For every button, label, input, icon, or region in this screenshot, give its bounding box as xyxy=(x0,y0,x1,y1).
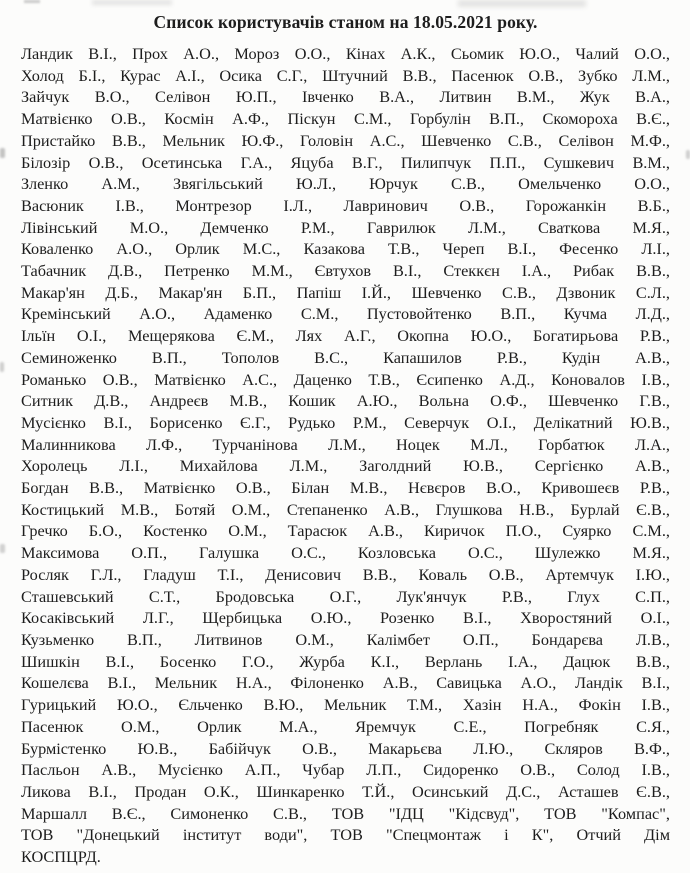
scan-smudge xyxy=(0,148,5,158)
list-line: Пасенюк О.М., Орлик М.А., Яремчук С.Е., Погребняк С.Я., xyxy=(21,716,670,736)
list-line: Васюник І.В., Монтрезор І.Л., Лавринович О.В., Горожанкін В.Б., xyxy=(21,195,670,215)
list-line: Бурмістенко Ю.В., Бабійчук О.В., Макарьєва Л.Ю., Скляров В.Ф., xyxy=(21,738,670,758)
list-line: Пасльон А.В., Мусієнко А.П., Чубар Л.П., Сидоренко О.В., Солод І.В., xyxy=(21,760,670,780)
list-line: Малинникова Л.Ф., Турчанінова Л.М., Ноцек М.Л., Горбатюк Л.А., xyxy=(21,434,670,454)
list-line: Максимова О.П., Галушка О.С., Козловська О.С., Шулежко М.Я., xyxy=(21,543,670,563)
list-line: Гурицький Ю.О., Єльченко В.Ю., Мельник Т.М., Хазін Н.А., Фокін І.В., xyxy=(21,695,670,715)
list-line: Зленко А.М., Звягільський Ю.Л., Юрчук С.В., Омельченко О.О., xyxy=(21,174,670,194)
list-line: Костицький М.В., Ботяй О.М., Степаненко А.В., Глушкова Н.В., Бурлай Є.В., xyxy=(21,499,670,519)
list-line: Росляк Г.Л., Гладуш Т.І., Денисович В.В., Коваль О.В., Артемчук І.Ю., xyxy=(21,564,670,584)
list-line: Ландик В.І., Прох А.О., Мороз О.О., Кінах А.К., Сьомик Ю.О., Чалий О.О., xyxy=(21,44,670,63)
scan-smudge xyxy=(686,150,690,159)
scan-smudge xyxy=(92,0,172,5)
list-line: Семиноженко В.П., Тополов В.С., Капашилов Р.В., Кудін А.В., xyxy=(21,347,670,367)
list-line: Шишкін В.І., Босенко Г.О., Журба К.І., Верлань І.А., Дацюк В.В., xyxy=(21,651,670,671)
list-line: Косаківський Л.Г., Щербицька О.Ю., Розенко В.І., Хворостяний О.І., xyxy=(21,608,670,628)
list-line: Зайчук В.О., Селівон Ю.П., Івченко В.А., Литвин В.М., Жук В.А., xyxy=(21,87,670,107)
list-line: ТОВ "Донецький інститут води", ТОВ "Спецмонтаж і К", Отчий Дім xyxy=(21,825,670,845)
list-line: Романько О.В., Матвієнко А.С., Даценко Т.В., Єсипенко А.Д., Коновалов І.В., xyxy=(21,369,670,389)
scan-smudge xyxy=(0,362,4,372)
list-line: Кузьменко В.П., Литвинов О.М., Калімбет О.П., Бондарєва Л.В., xyxy=(21,629,670,649)
scan-smudge xyxy=(0,544,5,553)
scan-smudge xyxy=(458,0,586,7)
list-line: Білозір О.В., Осетинська Г.А., Яцуба В.Г., Пилипчук П.П., Сушкевич В.М., xyxy=(21,152,670,172)
list-line: Ільїн О.І., Мещерякова Є.М., Лях А.Г., Окопна Ю.О., Богатирьова Р.В., xyxy=(21,326,670,346)
list-line: Кремінський А.О., Адаменко С.М., Пустовойтенко В.П., Кучма Л.Д., xyxy=(21,304,670,324)
page-title: Список користувачів станом на 18.05.2021 року. xyxy=(153,12,538,32)
list-line: Холод Б.І., Курас А.І., Осика С.Г., Штучний В.В., Пасенюк О.В., Зубко Л.М., xyxy=(21,65,670,85)
list-line: Табачник Д.В., Петренко М.М., Євтухов В.І., Стеккєн І.А., Рибак В.В., xyxy=(21,261,670,281)
list-line: Богдан В.В., Матвієнко О.В., Білан М.В., Нєвєров В.О., Кривошеєв Р.В., xyxy=(21,478,670,498)
list-line: Мусієнко В.І., Борисенко Є.Г., Рудько Р.М., Северчук О.І., Делікатний Ю.В., xyxy=(21,412,670,432)
list-line: Хоролець Л.І., Михайлова Л.М., Заголдний Ю.В., Сергієнко А.В., xyxy=(21,456,670,476)
list-line: Коваленко А.О., Орлик М.С., Казакова Т.В., Череп В.І., Фесенко Л.І., xyxy=(21,239,670,259)
list-line: Сташевський С.Т., Бродовська О.Г., Лук'янчук Р.В., Глух С.П., xyxy=(21,586,670,606)
list-line: Гречко Б.О., Костенко О.М., Тарасюк А.В., Киричок П.О., Суярко С.М., xyxy=(21,521,670,541)
scan-smudge xyxy=(24,0,40,3)
list-line: Матвієнко О.В., Космін А.Ф., Піскун С.М., Горбулін В.П., Скомороха В.Є., xyxy=(21,109,670,129)
list-line: Ликова В.І., Продан О.К., Шинкаренко Т.Й., Осинський Д.С., Асташев Є.В., xyxy=(21,781,670,801)
list-line: Маршалл В.Є., Симоненко С.В., ТОВ "ІДЦ "Кідсвуд", ТОВ "Компас", xyxy=(21,803,670,823)
list-line: КОСПЦРД. xyxy=(21,847,101,867)
list-line: Кошелєва В.І., Мельник Н.А., Філоненко А.В., Савицька А.О., Ландік В.І., xyxy=(21,673,670,693)
user-list xyxy=(21,43,670,868)
list-line: Пристайко В.В., Мельник Ю.Ф., Головін А.С., Шевченко С.В., Селівон М.Ф., xyxy=(21,130,670,150)
list-line: Ситник Д.В., Андреєв М.В., Кошик А.Ю., Вольна О.Ф., Шевченко Г.В., xyxy=(21,391,670,411)
list-line: Макар'ян Д.Б., Макар'ян Б.П., Папіш І.Й., Шевченко С.В., Дзвоник С.Л., xyxy=(21,282,670,302)
list-line: Лівінський М.О., Демченко Р.М., Гаврилюк Л.М., Сваткова М.Я., xyxy=(21,217,670,237)
